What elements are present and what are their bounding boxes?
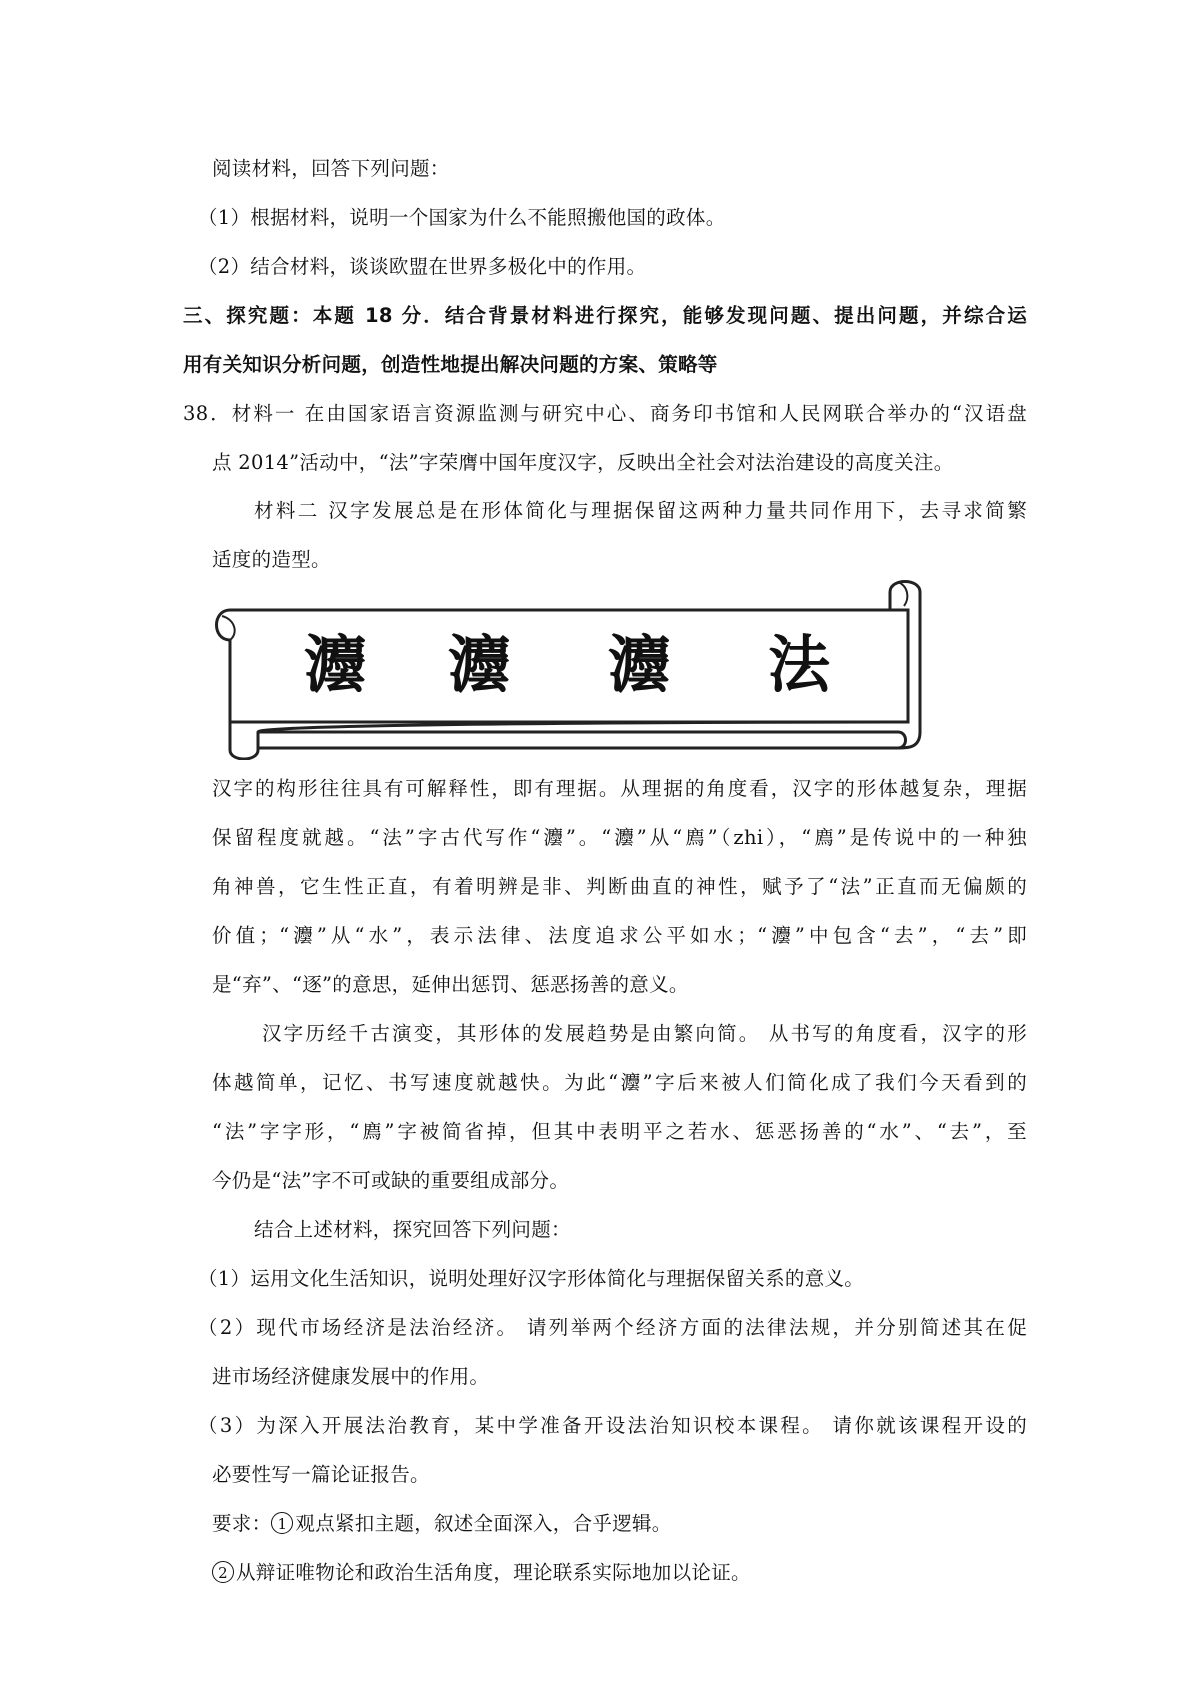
sub-question-3: （3）为深入开展法治教育，某中学准备开设法治知识校本课程。 请你就该课程开设的	[198, 1414, 1027, 1437]
requirement-label: 要求：	[212, 1512, 272, 1535]
sub-question-2-cont: 进市场经济健康发展中的作用。	[212, 1365, 490, 1388]
paragraph-line: 角神兽，它生性正直，有着明辨是非、判断曲直的神性，赋予了“法”正直而无偏颇的	[212, 875, 1027, 898]
paragraph-line: 汉字历经千古演变，其形体的发展趋势是由繁向简。 从书写的角度看，汉字的形	[262, 1022, 1027, 1045]
read-prompt: 阅读材料，回答下列问题：	[212, 157, 450, 180]
question-item: （1）根据材料，说明一个国家为什么不能照搬他国的政体。	[198, 206, 726, 229]
section-heading: 用有关知识分析问题，创造性地提出解决问题的方案、策略等	[183, 353, 718, 376]
paragraph-line: 价值；“灋”从“水”，表示法律、法度追求公平如水；“灋”中包含“去”，“去”即	[212, 924, 1027, 947]
requirement-2	[212, 1559, 751, 1587]
paragraph-line: 保留程度就越。“法”字古代写作“灋”。“灋”从“廌”（zhi），“廌”是传说中的一种独	[212, 826, 1027, 849]
material-text: 适度的造型。	[212, 548, 331, 571]
sub-question-3-cont: 必要性写一篇论证报告。	[212, 1463, 430, 1486]
paragraph-line: 是“弃”、“逐”的意思，延伸出惩罚、惩恶扬善的意义。	[212, 973, 689, 996]
seal-script-fa-2: 灋	[448, 628, 511, 701]
scroll-banner-image	[208, 572, 938, 760]
question-item: （2）结合材料，谈谈欧盟在世界多极化中的作用。	[198, 255, 647, 278]
material-text: 点 2014”活动中，“法”字荣膺中国年度汉字，反映出全社会对法治建设的高度关注。	[212, 451, 954, 474]
section-heading: 三、探究题：本题 18 分．结合背景材料进行探究，能够发现问题、提出问题，并综合运	[183, 304, 1027, 327]
sub-question-2: （2）现代市场经济是法治经济。 请列举两个经济方面的法律法规，并分别简述其在促	[198, 1316, 1027, 1339]
paragraph-line: “法”字字形，“廌”字被简省掉，但其中表明平之若水、惩恶扬善的“水”、“去”，至	[212, 1120, 1027, 1143]
sub-question-1: （1）运用文化生活知识，说明处理好汉字形体简化与理据保留关系的意义。	[198, 1267, 865, 1290]
circled-number-1: 1	[271, 1512, 293, 1534]
requirement-1	[212, 1510, 672, 1538]
circled-number-2: 2	[212, 1561, 234, 1583]
paragraph-line: 体越简单，记忆、书写速度就越快。为此“灋”字后来被人们简化成了我们今天看到的	[212, 1071, 1027, 1094]
requirement-text: 从辩证唯物论和政治生活角度，理论联系实际地加以论证。	[236, 1561, 751, 1584]
regular-script-fa: 法	[768, 628, 831, 701]
material-text: 材料二 汉字发展总是在形体简化与理据保留这两种力量共同作用下，去寻求简繁	[254, 499, 1027, 522]
paragraph-line: 今仍是“法”字不可或缺的重要组成部分。	[212, 1169, 570, 1192]
requirement-text: 观点紧扣主题，叙述全面深入，合乎逻辑。	[295, 1512, 672, 1535]
paragraph-line: 汉字的构形往往具有可解释性，即有理据。从理据的角度看，汉字的形体越复杂，理据	[212, 777, 1027, 800]
clerical-script-fa: 灋	[608, 628, 671, 701]
question-prompt: 结合上述材料，探究回答下列问题：	[254, 1218, 571, 1241]
seal-script-fa-1: 灋	[304, 628, 367, 701]
material-text: 38．材料一 在由国家语言资源监测与研究中心、商务印书馆和人民网联合举办的“汉语盘	[183, 402, 1027, 425]
